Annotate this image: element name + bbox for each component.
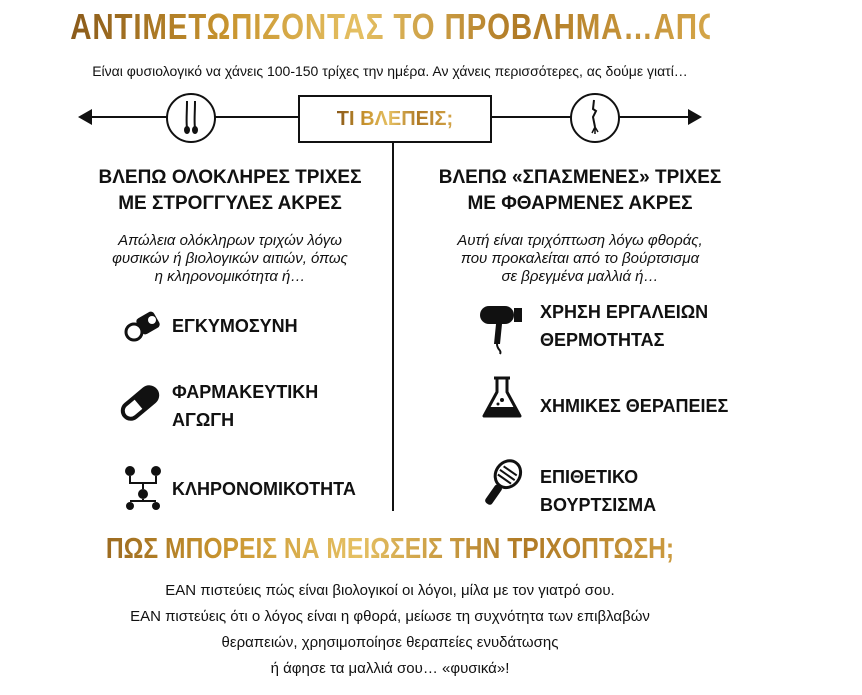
left-description bbox=[80, 232, 380, 286]
brush-icon bbox=[476, 456, 526, 512]
center-question-box bbox=[298, 95, 492, 143]
right-heading-line: ΜΕ ΦΘΑΡΜΕΝΕΣ ΑΚΡΕΣ bbox=[467, 193, 693, 214]
page-subtitle: Είναι φυσιολογικό να χάνεις 100-150 τρίχες την ημέρα. Αν χάνεις περισσότερες, ας δούμε γιατί… bbox=[92, 63, 688, 79]
bottom-line: ΕΑΝ πιστεύεις πώς είναι βιολογικοί οι λόγοι, μίλα με τον γιατρό σου. bbox=[165, 582, 615, 599]
arrow-left-icon bbox=[78, 109, 92, 125]
right-desc-line: σε βρεγμένα μαλλιά ή… bbox=[501, 268, 659, 285]
left-item-medication bbox=[172, 378, 318, 434]
family-tree-icon bbox=[120, 463, 166, 511]
pill-icon bbox=[116, 383, 164, 423]
right-description bbox=[430, 232, 730, 286]
flask-icon bbox=[480, 374, 524, 422]
right-item-brushing-line: ΒΟΥΡΤΣΙΣΜΑ bbox=[540, 495, 657, 515]
right-item-aggressive-brushing bbox=[540, 463, 656, 519]
right-item-brushing-line: ΕΠΙΘΕΤΙΚΟ bbox=[540, 467, 639, 487]
right-desc-line: που προκαλείται από το βούρτσισμα bbox=[460, 250, 700, 267]
page-title: ΑΝΤΙΜΕΤΩΠΙΖΟΝΤΑΣ ΤΟ ΠΡΟΒΛΗΜΑ…ΑΠΟ ΤΗ ΡΙΖΑ! bbox=[70, 6, 862, 47]
center-question-label: ΤΙ ΒΛΕΠΕΙΣ; bbox=[336, 108, 454, 130]
left-desc-line: η κληρονομικότητα ή… bbox=[154, 268, 306, 285]
right-item-heat-tools bbox=[540, 298, 708, 354]
broken-hair-icon bbox=[570, 93, 620, 143]
right-heading bbox=[430, 165, 730, 217]
right-item-chemical-treatments: ΧΗΜΙΚΕΣ ΘΕΡΑΠΕΙΕΣ bbox=[540, 396, 729, 416]
bottom-heading: ΠΩΣ ΜΠΟΡΕΙΣ ΝΑ ΜΕΙΩΣΕΙΣ ΤΗΝ ΤΡΙΧΟΠΤΩΣΗ; bbox=[59, 533, 722, 566]
hair-root-icon bbox=[166, 93, 216, 143]
left-item-medication-line: ΑΓΩΓΗ bbox=[172, 410, 235, 430]
right-item-heat-tools-line: ΘΕΡΜΟΤΗΤΑΣ bbox=[540, 330, 665, 350]
left-heading-line: ΒΛΕΠΩ ΟΛΟΚΛΗΡΕΣ ΤΡΙΧΕΣ bbox=[98, 167, 362, 188]
right-item-heat-tools-line: ΧΡΗΣΗ ΕΡΓΑΛΕΙΩΝ bbox=[540, 302, 709, 322]
arrow-right-icon bbox=[688, 109, 702, 125]
left-heading bbox=[80, 165, 380, 217]
right-desc-line: Αυτή είναι τριχόπτωση λόγω φθοράς, bbox=[457, 232, 703, 249]
left-item-medication-line: ΦΑΡΜΑΚΕΥΤΙΚΗ bbox=[172, 382, 319, 402]
left-desc-line: φυσικών ή βιολογικών αιτιών, όπως bbox=[112, 250, 348, 267]
bottom-line: ΕΑΝ πιστεύεις ότι ο λόγος είναι η φθορά, μείωσε τη συχνότητα των επιβλαβών bbox=[130, 608, 650, 625]
left-desc-line: Απώλεια ολόκληρων τριχών λόγω bbox=[118, 232, 342, 249]
bottom-line: θεραπειών, χρησιμοποίησε θεραπείες ενυδάτωσης bbox=[221, 634, 559, 651]
column-divider bbox=[392, 141, 394, 511]
pacifier-icon bbox=[118, 308, 166, 348]
bottom-line: ή άφησε τα μαλλιά σου… «φυσικά»! bbox=[270, 660, 510, 677]
left-item-heredity: ΚΛΗΡΟΝΟΜΙΚΟΤΗΤΑ bbox=[172, 479, 356, 499]
hair-dryer-icon bbox=[478, 300, 526, 356]
right-heading-line: ΒΛΕΠΩ «ΣΠΑΣΜΕΝΕΣ» ΤΡΙΧΕΣ bbox=[438, 167, 722, 188]
left-item-pregnancy: ΕΓΚΥΜΟΣΥΝΗ bbox=[172, 316, 298, 336]
left-heading-line: ΜΕ ΣΤΡΟΓΓΥΛΕΣ ΑΚΡΕΣ bbox=[118, 193, 342, 214]
